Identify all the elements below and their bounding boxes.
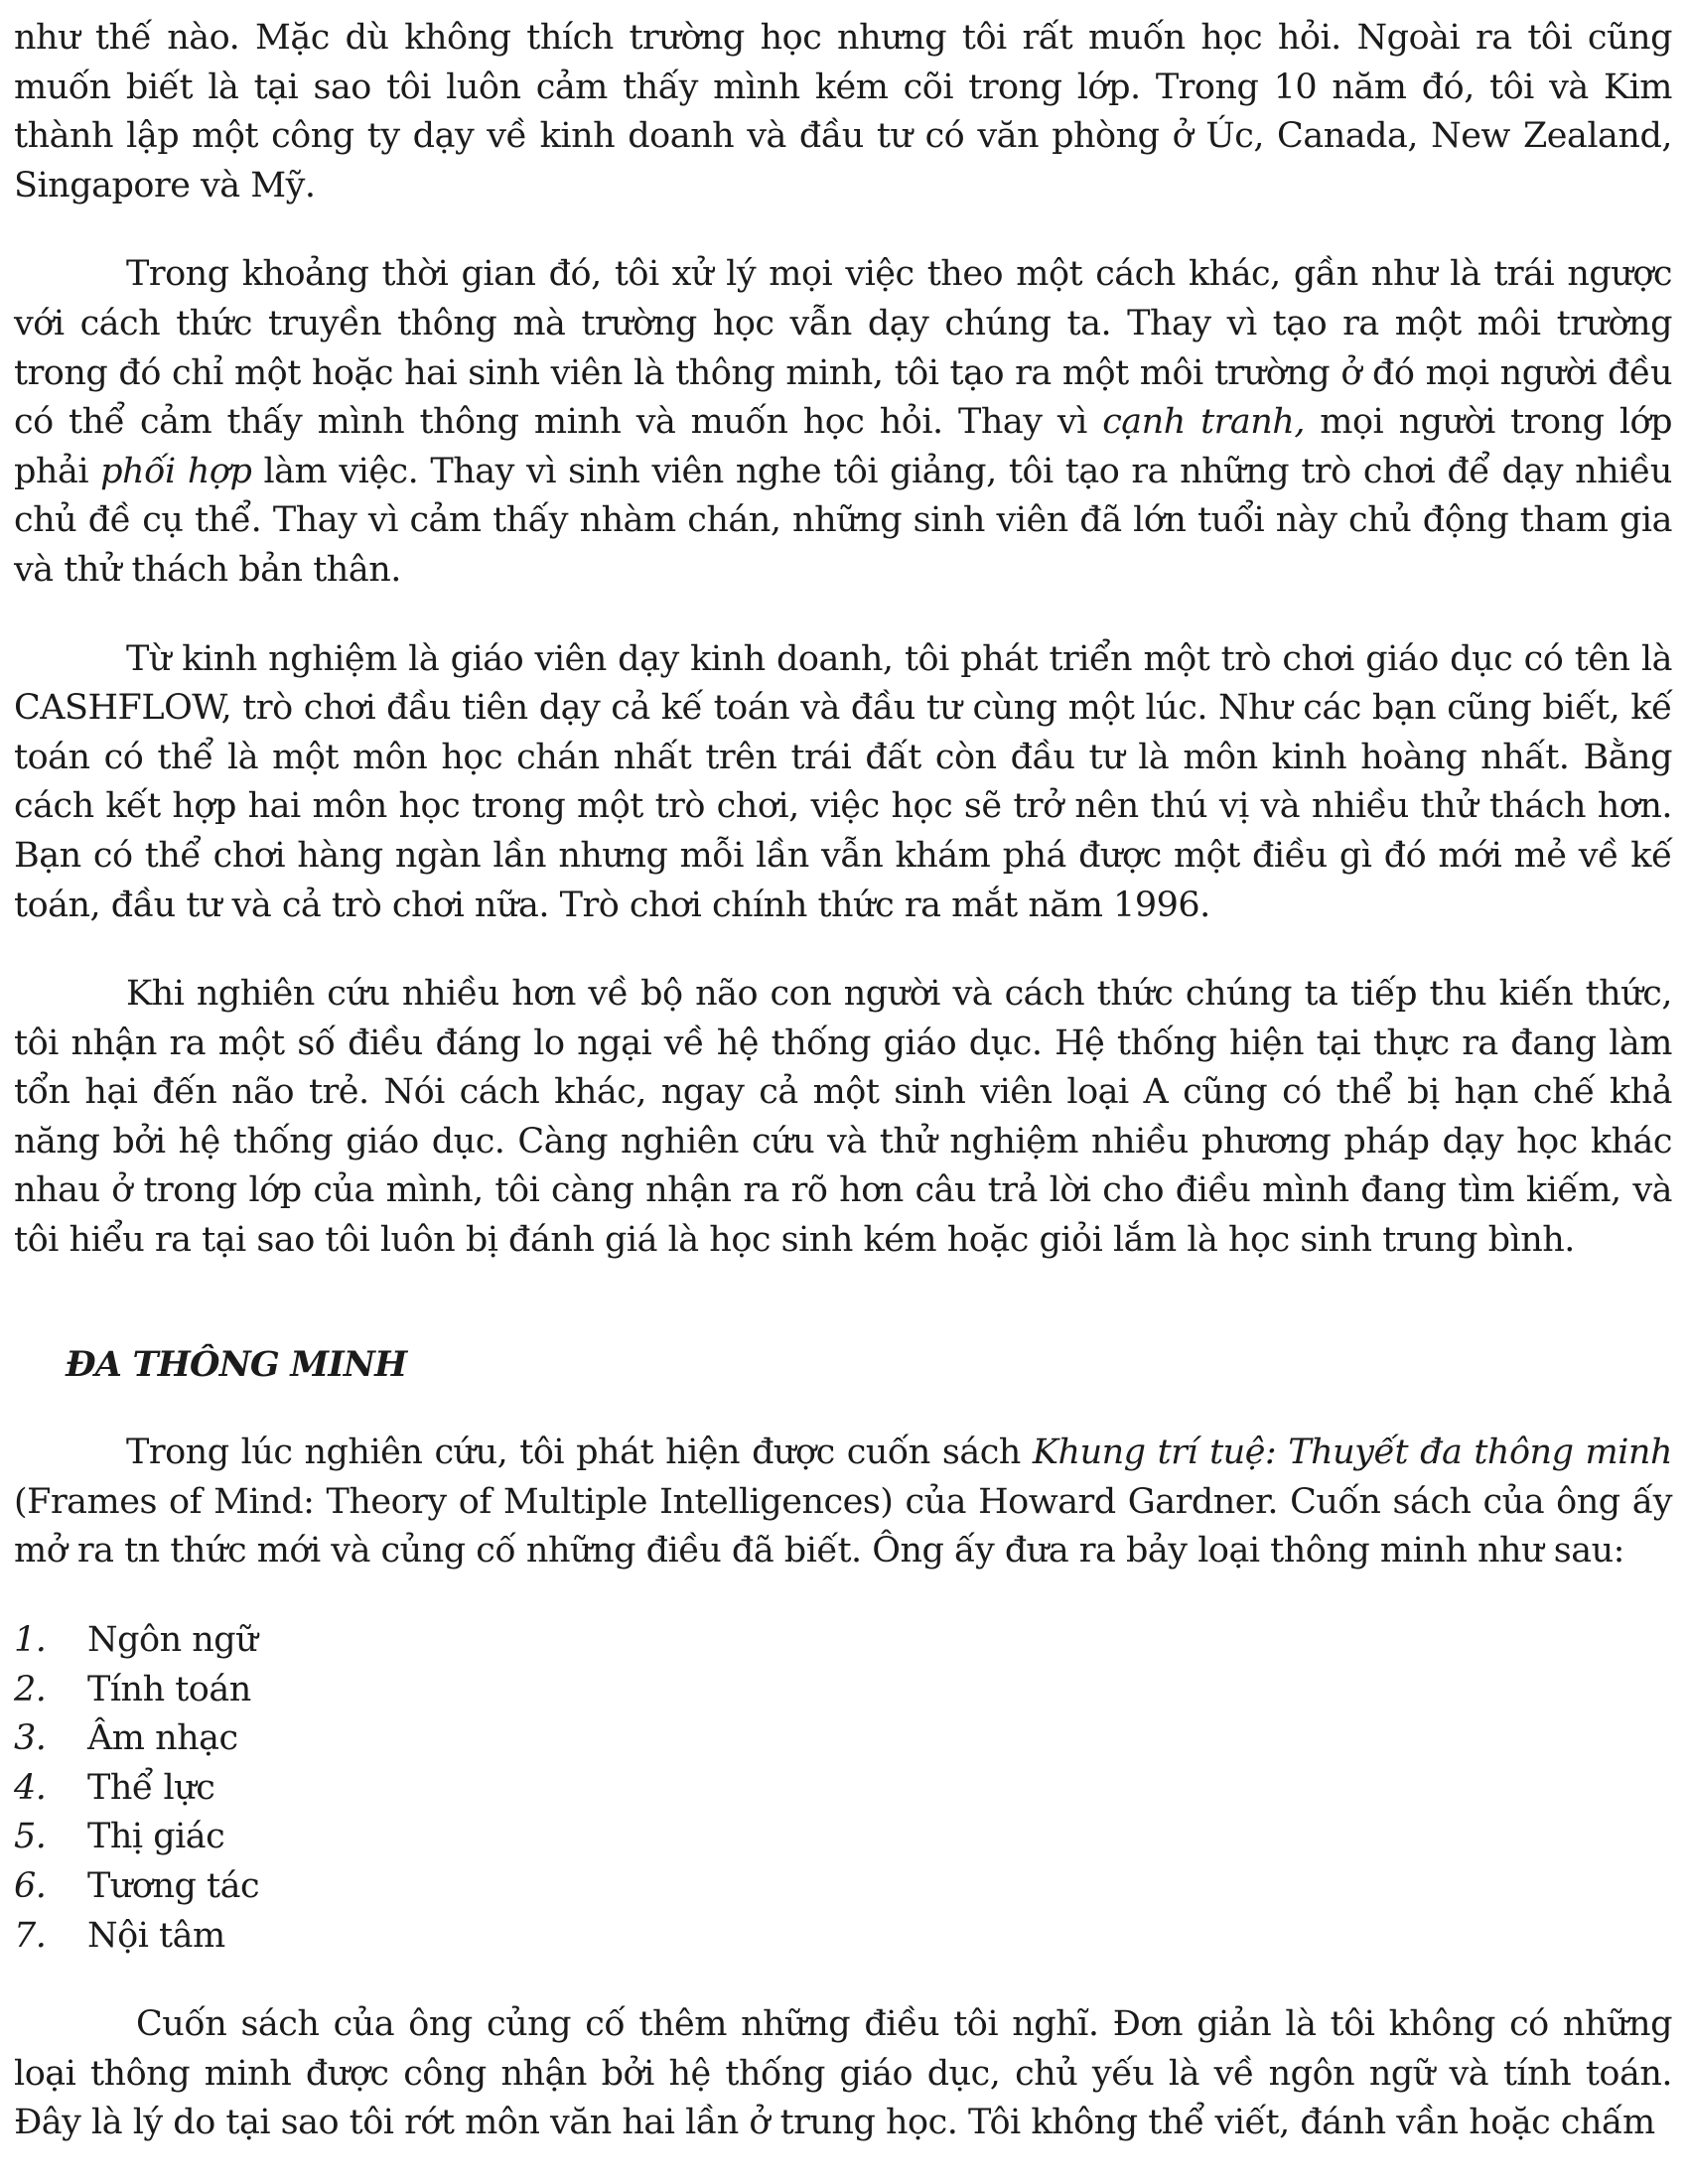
list-label: Thị giác — [87, 1817, 225, 1857]
paragraph-closing: Cuốn sách của ông củng cố thêm những điều tôi nghĩ. Đơn giản là tôi không có những loại thông minh được công nhận bởi hệ thống giáo dục, chủ yếu là về ngôn ngữ và tính toán. Đây là lý do tại sao tôi rớt môn văn hai lần ở trung học. Tôi không thể viết, đánh vần hoặc chấm — [14, 2004, 1672, 2143]
list-number: 4. — [14, 1767, 47, 1808]
list-number: 7. — [14, 1915, 47, 1956]
document-page — [14, 14, 1672, 2148]
paragraph-text: Trong khoảng thời gian đó, tôi xử lý mọi việc theo một cách khác, gần như là trái ngược với cách thức truyền thông mà trường học vẫn dạy chúng ta. Thay vì tạo ra một môi trường trong đó chỉ một hoặc hai sinh viên là thông minh, tôi tạo ra một môi trường ở đó mọi người đều có thể cảm thấy mình thông minh và muốn học hỏi. Thay vì — [14, 254, 1672, 443]
list-label: Ngôn ngữ — [87, 1620, 258, 1661]
list-label: Nội tâm — [87, 1915, 225, 1956]
list-number: 2. — [14, 1669, 47, 1709]
list-number: 1. — [14, 1620, 47, 1661]
list-item — [14, 1813, 1672, 1862]
book-title: Khung trí tuệ: Thuyết đa thông minh — [1032, 1433, 1672, 1473]
list-label: Âm nhạc — [87, 1718, 238, 1759]
section-heading: ĐA THÔNG MINH — [66, 1343, 407, 1385]
list-number: 5. — [14, 1817, 47, 1857]
paragraph-continuation: như thế nào. Mặc dù không thích trường học nhưng tôi rất muốn học hỏi. Ngoài ra tôi cũng muốn biết là tại sao tôi luôn cảm thấy mình kém cõi trong lớp. Trong 10 năm đó, tôi và Kim thành lập một công ty dạy về kinh doanh và đầu tư có văn phòng ở Úc, Canada, New Zealand, Singapore và Mỹ. — [14, 18, 1672, 205]
intelligences-list — [14, 1616, 1672, 1961]
list-item — [14, 1764, 1672, 1814]
paragraph-gardner-intro — [14, 1429, 1672, 1576]
paragraph-education-system: Khi nghiên cứu nhiều hơn về bộ não con người và cách thức chúng ta tiếp thu kiến thức, tôi nhận ra một số điều đáng lo ngại về hệ thống giáo dục. Hệ thống hiện tại thực ra đang làm tổn hại đến não trẻ. Nói cách khác, ngay cả một sinh viên loại A cũng có thể bị hạn chế khả năng bởi hệ thống giáo dục. Càng nghiên cứu và thử nghiệm nhiều phương pháp dạy học khác nhau ở trong lớp của mình, tôi càng nhận ra rõ hơn câu trả lời cho điều mình đang tìm kiếm, và tôi hiểu ra tại sao tôi luôn bị đánh giá là học sinh kém hoặc giỏi lắm là học sinh trung bình. — [14, 974, 1672, 1261]
list-item — [14, 1616, 1672, 1666]
list-item — [14, 1912, 1672, 1962]
list-item — [14, 1666, 1672, 1715]
list-item — [14, 1862, 1672, 1912]
emphasis-text: phối hợp — [100, 451, 252, 491]
paragraph-text: mọi người trong lớp phải — [14, 402, 1672, 491]
list-label: Thể lực — [87, 1767, 215, 1808]
list-label: Tương tác — [87, 1866, 260, 1906]
list-number: 3. — [14, 1718, 47, 1759]
paragraph-cashflow: Từ kinh nghiệm là giáo viên dạy kinh doanh, tôi phát triển một trò chơi giáo dục có tên là CASHFLOW, trò chơi đầu tiên dạy cả kế toán và đầu tư cùng một lúc. Như các bạn cũng biết, kế toán có thể là một môn học chán nhất trên trái đất còn đầu tư là môn kinh hoàng nhất. Bằng cách kết hợp hai môn học trong một trò chơi, việc học sẽ trở nên thú vị và nhiều thử thách hơn. Bạn có thể chơi hàng ngàn lần nhưng mỗi lần vẫn khám phá được một điều gì đó mới mẻ về kế toán, đầu tư và cả trò chơi nữa. Trò chơi chính thức ra mắt năm 1996. — [14, 638, 1672, 925]
paragraph-text: Trong lúc nghiên cứu, tôi phát hiện được cuốn sách — [126, 1433, 1033, 1473]
paragraph-teaching-approach — [14, 250, 1672, 595]
list-number: 6. — [14, 1866, 47, 1906]
emphasis-text: cạnh tranh, — [1102, 402, 1305, 443]
list-label: Tính toán — [87, 1669, 251, 1709]
list-item — [14, 1714, 1672, 1764]
paragraph-text: (Frames of Mind: Theory of Multiple Intelligences) của Howard Gardner. Cuốn sách của ông ấy mở ra tn thức mới và củng cố những điều đã biết. Ông ấy đưa ra bảy loại thông minh như sau: — [14, 1481, 1672, 1571]
paragraph-text: làm việc. Thay vì sinh viên nghe tôi giảng, tôi tạo ra những trò chơi để dạy nhiều chủ đề cụ thể. Thay vì cảm thấy nhàm chán, những sinh viên đã lớn tuổi này chủ động tham gia và thử thách bản thân. — [14, 451, 1672, 590]
